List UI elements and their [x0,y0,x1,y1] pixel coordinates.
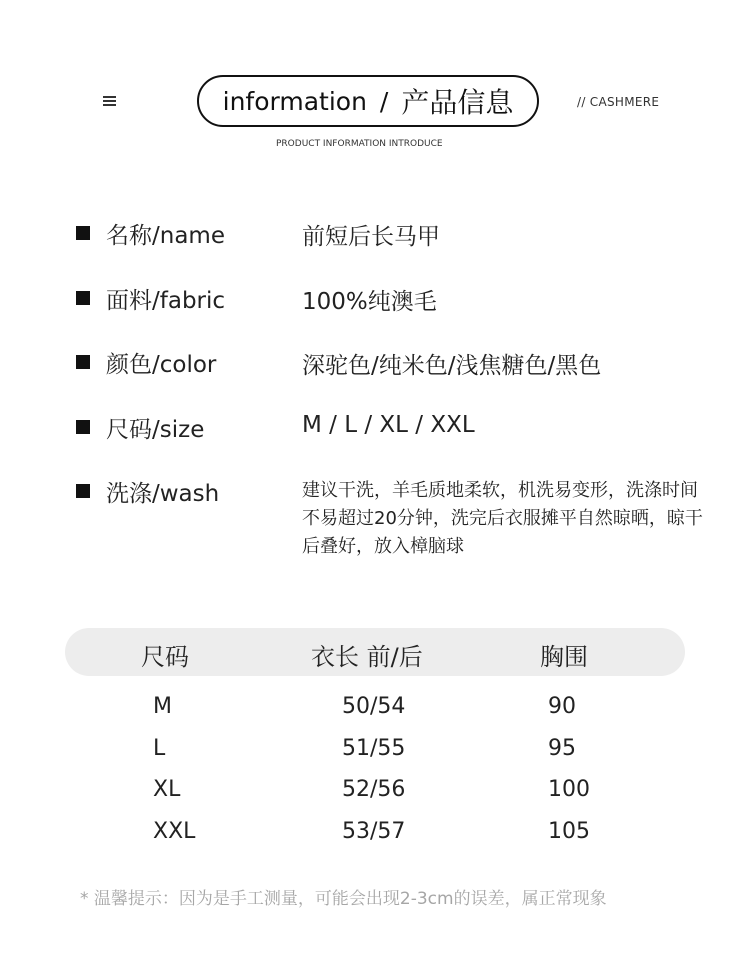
info-label: 洗涤/wash [106,480,220,507]
brand-tag: // CASHMERE [577,95,660,109]
info-label: 面料/fabric [106,287,226,314]
size-cell: XXL [153,819,196,844]
bullet-square-icon [76,355,90,369]
info-label: 尺码/size [106,416,205,443]
info-value: 前短后长马甲 [302,224,440,250]
menu-bar [103,96,116,98]
menu-bar [103,104,116,106]
info-row-name [76,218,225,248]
wash-instructions: 建议干洗，羊毛质地柔软，机洗易变形，洗涤时间不易超过20分钟，洗完后衣服摊平自然晾晒，晾干后叠好，放入樟脑球 [302,480,703,557]
info-row-color [76,347,216,377]
chest-cell: 100 [548,777,590,802]
column-header-chest: 胸围 [540,643,588,671]
column-header-length: 衣长 前/后 [311,643,423,671]
size-cell: L [153,736,166,761]
hamburger-menu-icon[interactable] [103,96,116,106]
title-pill [197,75,539,127]
info-value: 100%纯澳毛 [302,289,437,315]
menu-bar [103,100,116,102]
chest-cell: 90 [548,694,576,719]
info-row-fabric [76,283,225,313]
measurement-note: * 温馨提示：因为是手工测量，可能会出现2-3cm的误差，属正常现象 [80,889,607,909]
info-value: M / L / XL / XXL [302,412,475,438]
bullet-square-icon [76,226,90,240]
info-row-size [76,412,204,442]
length-cell: 52/56 [342,777,406,802]
title-chinese: 产品信息 [401,86,514,119]
chest-cell: 95 [548,736,576,761]
info-row-wash [76,476,219,506]
page-subtitle: PRODUCT INFORMATION INTRODUCE [276,139,443,149]
bullet-square-icon [76,484,90,498]
title-divider: / [379,86,389,116]
title-english: information [222,86,367,116]
column-header-size: 尺码 [141,643,189,671]
info-label: 颜色/color [106,351,217,378]
table-row [0,819,750,855]
table-row [0,736,750,772]
bullet-square-icon [76,291,90,305]
size-cell: M [153,694,172,719]
size-table-header [65,628,685,676]
info-value: 深驼色/纯米色/浅焦糖色/黑色 [302,353,602,379]
chest-cell: 105 [548,819,590,844]
length-cell: 53/57 [342,819,406,844]
length-cell: 50/54 [342,694,406,719]
table-row [0,694,750,730]
table-row [0,777,750,813]
bullet-square-icon [76,420,90,434]
size-cell: XL [153,777,181,802]
length-cell: 51/55 [342,736,406,761]
info-label: 名称/name [106,222,225,249]
